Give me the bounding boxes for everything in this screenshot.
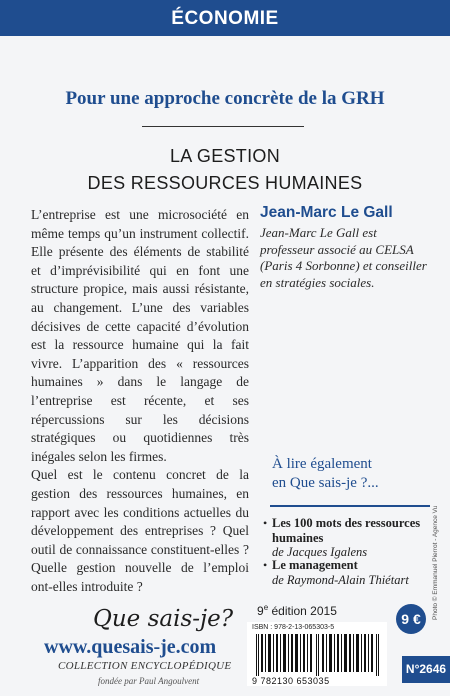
bullet-icon: • bbox=[263, 516, 268, 530]
edition-number: 9 bbox=[257, 604, 264, 618]
related-book-author: de Raymond-Alain Thiétart bbox=[272, 572, 409, 587]
edition-suffix: e bbox=[263, 603, 269, 612]
website-link[interactable]: www.quesais-je.com bbox=[44, 636, 217, 658]
barcode-icon bbox=[256, 634, 380, 676]
price-badge: 9 € bbox=[396, 604, 426, 634]
author-name: Jean-Marc Le Gall bbox=[260, 204, 393, 221]
related-book-title: Le management bbox=[272, 558, 358, 572]
collection-label: COLLECTION ENCYCLOPÉDIQUE bbox=[58, 660, 232, 672]
edition-text: édition 2015 bbox=[268, 604, 337, 618]
book-title-line2: DES RESSOURCES HUMAINES bbox=[87, 173, 363, 193]
related-book-2 bbox=[272, 558, 409, 587]
related-book-author: de Jacques Igalens bbox=[272, 545, 368, 559]
book-subtitle: Pour une approche concrète de la GRH bbox=[65, 88, 385, 109]
also-read-line2: en Que sais-je ?... bbox=[272, 475, 379, 491]
founder-label: fondée par Paul Angoulvent bbox=[98, 676, 200, 686]
isbn-label: ISBN : 978-2-13-065303-5 bbox=[252, 624, 335, 631]
back-cover-text bbox=[31, 206, 249, 596]
category-label: ÉCONOMIE bbox=[171, 8, 279, 29]
bullet-icon: • bbox=[263, 558, 268, 572]
isbn-digits: 9 782130 653035 bbox=[252, 676, 330, 686]
title-divider bbox=[142, 126, 304, 127]
book-title-line1: LA GESTION bbox=[169, 146, 281, 166]
body-paragraph-2: Quel est le contenu concret de la gestion des ressources humaines, en rapport avec les conditions actuelles du développement des entreprises ? Quel outil de connaissance constituent-elles ? Quelle gestion nouvelle de l’emploi ont-elles introduite ? bbox=[31, 467, 249, 594]
photo-credit: Photo © Emmanuel Pierrot - Agence Vu bbox=[432, 505, 439, 620]
related-book-1 bbox=[272, 516, 450, 560]
edition-label bbox=[257, 603, 337, 618]
publisher-logo: Que sais-je? bbox=[93, 606, 234, 632]
also-read-line1: À lire également bbox=[272, 456, 372, 472]
series-number-badge: N°2646 bbox=[402, 656, 450, 683]
also-read-heading bbox=[272, 455, 422, 493]
body-paragraph-1: L’entreprise est une microsociété en même temps qu’un instrument collectif. Elle présente des éléments de stabilité et d’imprévisibilité qui en font une structure propice, mais aussi résistante, au changement. L’une des variables décisives de cette capacité d’évolution est la ressource humaine qui la fait vivre. L’apparition des « ressources humaines » dans le langage de l’entreprise est récente, et ses répercussions sur les décisions stratégiques ou quotidiennes très inégales selon les firmes. bbox=[31, 207, 249, 464]
author-bio: Jean-Marc Le Gall est professeur associé au CELSA (Paris 4 Sorbonne) et conseiller en stratégies sociales. bbox=[260, 225, 427, 290]
related-book-title: Les 100 mots des ressources humaines bbox=[272, 516, 421, 545]
